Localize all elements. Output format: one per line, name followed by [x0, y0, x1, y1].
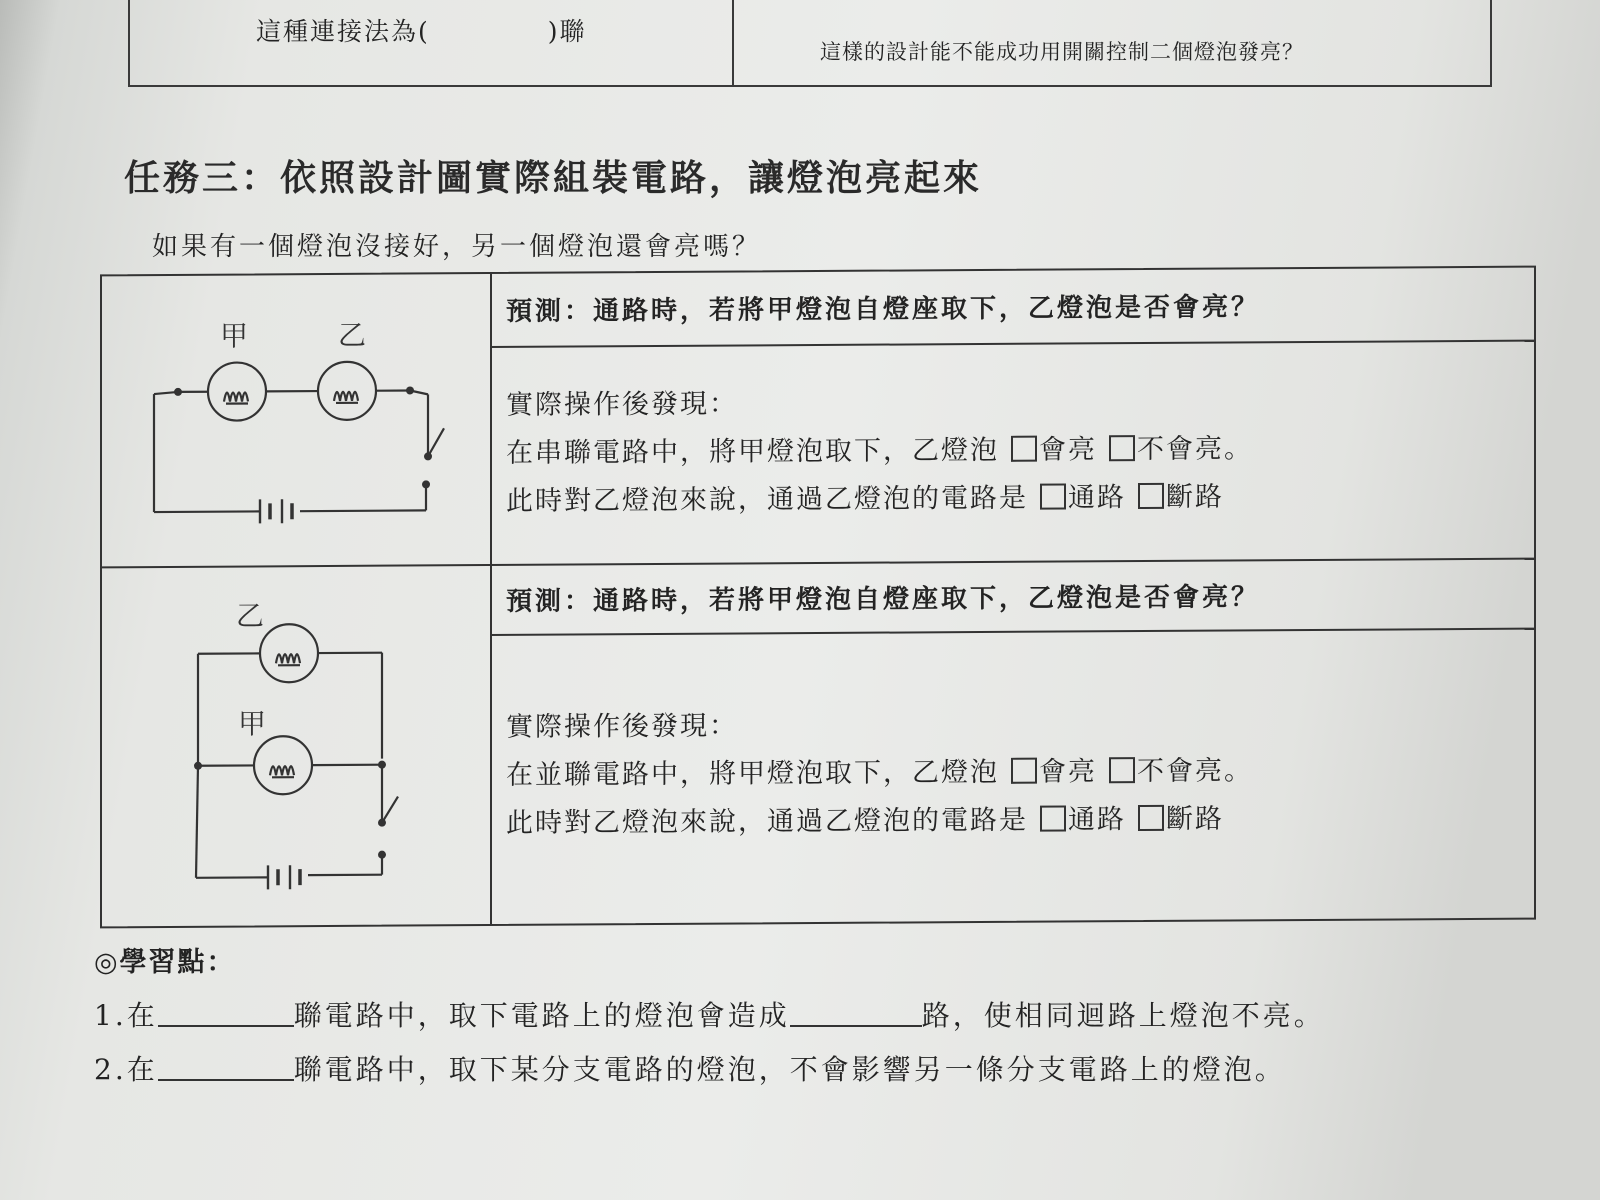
bulb-a-label: 甲 — [238, 707, 267, 741]
bulb-b-label: 乙 — [236, 599, 265, 633]
parallel-findings — [506, 699, 1253, 848]
option-light-label: 會亮 — [1039, 434, 1097, 466]
option-open-label: 斷路 — [1166, 803, 1224, 835]
task-title: 任務三：依照設計圖實際組裝電路，讓燈泡亮起來 — [124, 158, 983, 199]
series-finding-title: 實際操作後發現： — [506, 388, 738, 421]
checkbox-series-closed[interactable] — [1040, 483, 1066, 509]
checkbox-parallel-nolight[interactable] — [1109, 757, 1135, 783]
previous-task-table — [128, 0, 1492, 87]
learning-point-1 — [94, 994, 1325, 1034]
checkbox-parallel-light[interactable] — [1011, 758, 1037, 784]
learning-points-heading: ◎學習點： — [94, 947, 236, 978]
series-prediction: 預測：通路時，若將甲燈泡自燈座取下，乙燈泡是否會亮？ — [506, 292, 1261, 327]
connection-type-text-after: )聯 — [547, 17, 587, 46]
bulb-b-label: 乙 — [338, 318, 367, 352]
checkbox-parallel-open[interactable] — [1138, 805, 1164, 831]
learning-point-2-number: 2.在 — [94, 1053, 158, 1086]
series-finding-text: 在串聯電路中，將甲燈泡取下，乙燈泡 — [506, 434, 999, 469]
option-nolight-label: 不會亮。 — [1137, 433, 1253, 466]
option-closed-label: 通路 — [1068, 482, 1126, 514]
parallel-circuit-text: 此時對乙燈泡來說，通過乙燈泡的電路是 — [506, 804, 1028, 839]
learning-point-2 — [94, 1048, 1286, 1088]
main-question: 如果有一個燈泡沒接好，另一個燈泡還會亮嗎？ — [152, 232, 762, 262]
prediction-divider-row2 — [490, 628, 1534, 636]
parallel-finding-light — [506, 747, 1253, 800]
series-finding-light — [506, 425, 1253, 478]
parallel-finding-text: 在並聯電路中，將甲燈泡取下，乙燈泡 — [506, 756, 999, 791]
checkbox-series-light[interactable] — [1011, 436, 1037, 462]
blank-circuit-result[interactable] — [790, 999, 922, 1027]
bulb-a-label: 甲 — [220, 319, 249, 353]
learning-point-1-middle: 聯電路中，取下電路上的燈泡會造成 — [293, 999, 790, 1032]
checkbox-series-nolight[interactable] — [1109, 435, 1135, 461]
parallel-circuit-diagram — [172, 594, 482, 896]
option-light-label: 會亮 — [1039, 756, 1097, 788]
table-column-divider — [490, 274, 492, 924]
series-circuit-diagram — [142, 304, 462, 556]
parallel-finding-title: 實際操作後發現： — [506, 710, 738, 743]
experiment-table — [100, 266, 1536, 929]
series-finding-circuit — [506, 473, 1253, 526]
prediction-divider-row1 — [490, 340, 1534, 348]
switch-control-question: 這樣的設計能不能成功用開關控制二個燈泡發亮？ — [820, 40, 1304, 64]
blank-circuit-type-2[interactable] — [158, 1053, 294, 1081]
connection-type-text-before: 這種連接法為( — [256, 17, 430, 46]
checkbox-series-open[interactable] — [1138, 483, 1164, 509]
checkbox-parallel-closed[interactable] — [1040, 805, 1066, 831]
learning-point-2-end: 聯電路中，取下某分支電路的燈泡，不會影響另一條分支電路上的燈泡。 — [293, 1053, 1286, 1086]
learning-point-1-number: 1.在 — [94, 999, 158, 1032]
learning-point-1-end: 路，使相同迴路上燈泡不亮。 — [921, 999, 1325, 1032]
series-circuit-text: 此時對乙燈泡來說，通過乙燈泡的電路是 — [506, 482, 1028, 517]
table-divider — [732, 0, 734, 85]
connection-type-question — [256, 12, 587, 48]
series-findings — [506, 377, 1253, 526]
blank-circuit-type-1[interactable] — [158, 999, 294, 1027]
parallel-prediction: 預測：通路時，若將甲燈泡自燈座取下，乙燈泡是否會亮？ — [506, 582, 1261, 617]
option-nolight-label: 不會亮。 — [1137, 755, 1253, 788]
option-open-label: 斷路 — [1166, 481, 1224, 513]
parallel-finding-circuit — [506, 795, 1253, 848]
option-closed-label: 通路 — [1068, 804, 1126, 836]
table-row-divider — [102, 558, 1534, 569]
